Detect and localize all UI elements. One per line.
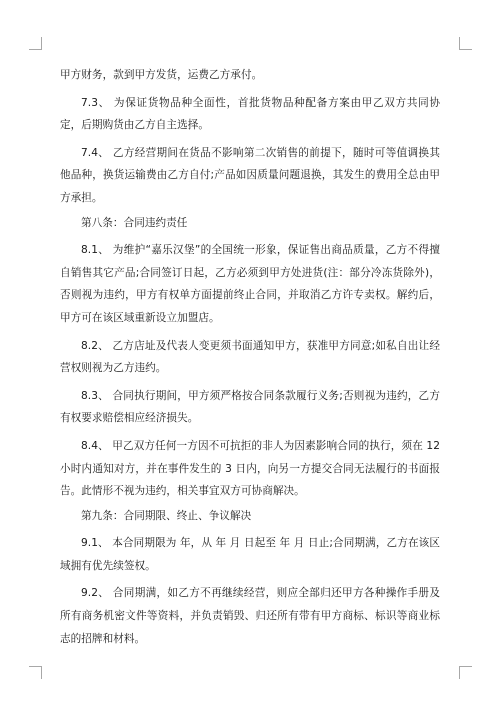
clause-8-1: 8.1、 为维护“嘉乐汉堡”的全国统一形象，保证售出商品质量，乙方不得擅自销售其它产品;合同签订日起，乙方必须到甲方处进货(注：部分冷冻货除外)，否则视为违约，甲方有权单方面提前终止合同，并取消乙方许专卖权。解约后，甲方可在该区域重新设立加盟店。 (60, 244, 440, 324)
article-8-heading: 第八条：合同违约责任 (81, 216, 188, 229)
document-body (60, 64, 440, 650)
clause-7-4: 7.4、 乙方经营期间在货品不影响第二次销售的前提下，随时可等值调换其他品种，换货运输费由乙方自付;产品如因质量问题退换，其发生的费用全总由甲方承担。 (60, 146, 440, 204)
clause-9-1: 9.1、 本合同期限为 年，从 年 月 日起至 年 月 日止;合同期满，乙方在该区域拥有优先续签权。 (60, 537, 440, 572)
clause-8-4: 8.4、 甲乙双方任何一方因不可抗拒的非人为因素影响合同的执行，须在 12 小时内通知对方，并在事件发生的 3 日内，向另一方提交合同无法履行的书面报告。此情形不视为违约，相关事宜双方可协商解决。 (60, 439, 440, 498)
paragraph-payment: 甲方财务，款到甲方发货，运费乙方承付。 (60, 69, 263, 81)
crop-mark-bottom-left (29, 666, 42, 679)
clause-7-3: 7.3、 为保证货物品种全面性，首批货物品种配备方案由甲乙双方共同协定，后期购货由乙方自主选择。 (60, 96, 440, 132)
crop-mark-bottom-right (459, 666, 472, 679)
clause-9-2: 9.2、 合同期满，如乙方不再继续经营，则应全部归还甲方各种操作手册及所有商务机密文件等资料，并负责销毁、归还所有带有甲方商标、标识等商业标志的招牌和材料。 (60, 587, 440, 645)
clause-8-3: 8.3、 合同执行期间，甲方须严格按合同条款履行义务;否则视为违约，乙方有权要求赔偿相应经济损失。 (60, 389, 440, 425)
article-9-heading: 第九条：合同期限、终止、争议解决 (81, 509, 252, 522)
clause-8-2: 8.2、 乙方店址及代表人变更须书面通知甲方，获准甲方同意;如私自出让经营权则视为乙方违约。 (60, 339, 440, 375)
crop-mark-top-left (29, 37, 42, 50)
crop-mark-top-right (459, 37, 472, 50)
